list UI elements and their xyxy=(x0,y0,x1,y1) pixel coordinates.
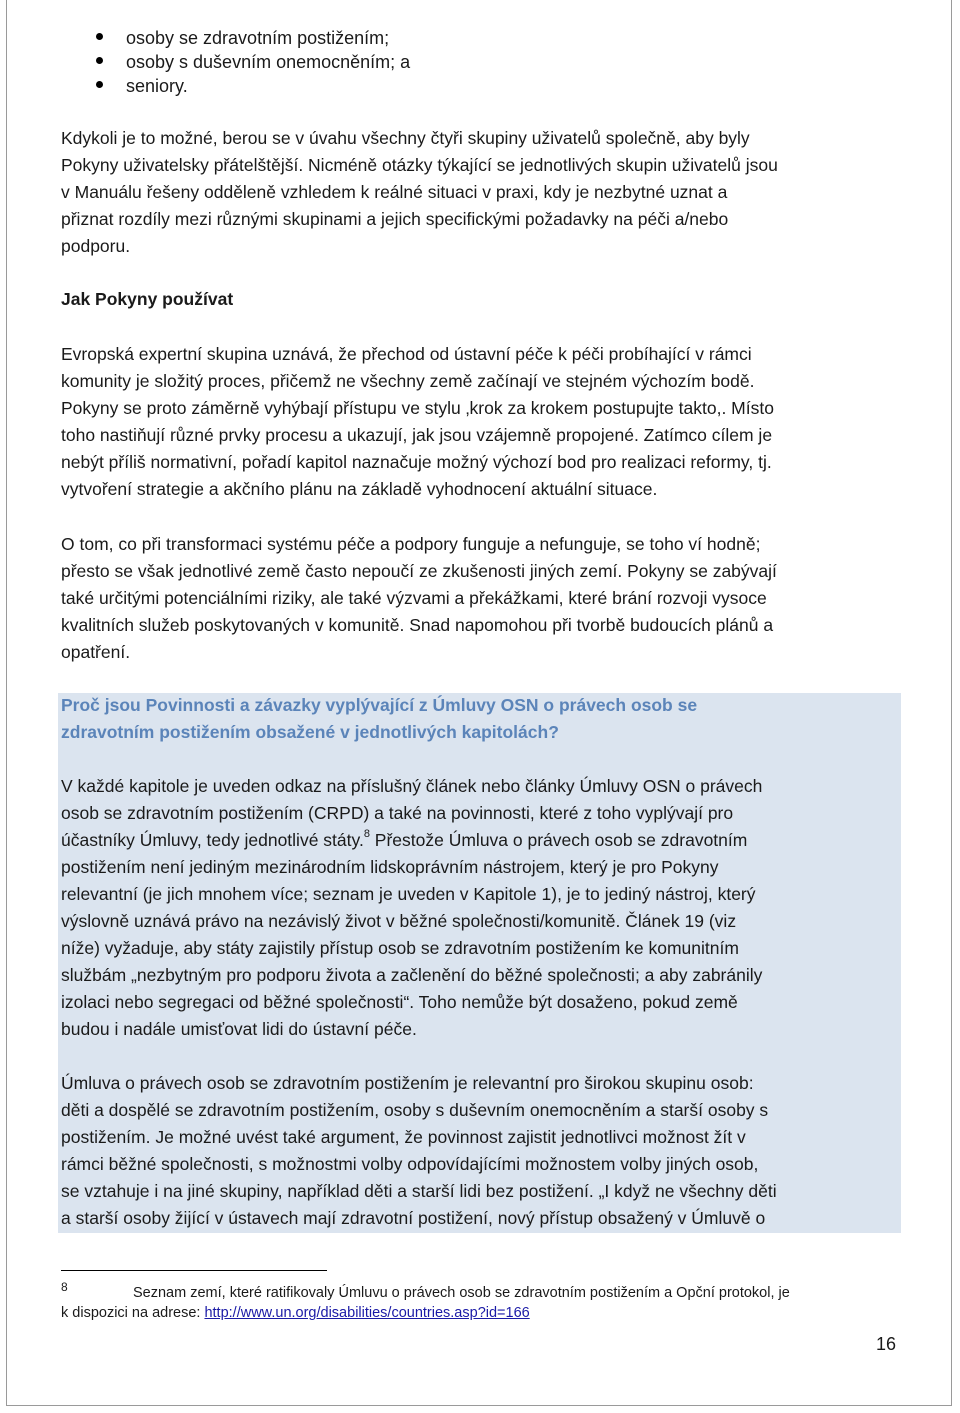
footnote-divider xyxy=(61,1270,327,1271)
box-paragraph-2: Úmluva o právech osob se zdravotním postižením je relevantní pro širokou skupinu osob: děti a dospělé se zdravotním postižením, osoby s duševním onemocněním a starší osoby s postižením. Je možné uvést také argument, že povinnost zajistit jednotlivci možnost žít v rámci běžné společnosti, s možnostmi volby odpovídajícími možnostem volby jiných osob, se vztahuje i na jiné skupiny, například děti a starší lidi bez postižení. „I když ne všechny děti a starší osoby žijící v ústavech mají zdravotní postižení, nový přístup obsažený v Úmluvě o xyxy=(61,1073,777,1228)
section-heading: Jak Pokyny používat xyxy=(61,289,234,309)
footnote-reference[interactable]: 8 xyxy=(363,828,370,841)
footnote: 8 Seznam zemí, které ratifikovaly Úmluvu o právech osob se zdravotním postižením a Opční protokol, je k dispozici na adrese: http://www.un.org/disabilities/countries.asp?id=166 xyxy=(61,1278,911,1323)
usage-paragraph: Evropská expertní skupina uznává, že přechod od ústavní péče k péči probíhající v rámci komunity je složitý proces, přičemž ne všechny země začínají ve stejném výchozím bodě. Pokyny se proto záměrně vyhýbají přístupu ve stylu ‚krok za krokem postupujte takto,. Místo toho nastiňují různé prvky procesu a ukazují, jak jsou vzájemně propojené. Zatímco cílem je nebýt příliš normativní, pořadí kapitol naznačuje možný výchozí bod pro realizaci reformy, tj. vytvoření strategie a akčního plánu na základě vyhodnocení aktuální situace. xyxy=(61,344,774,499)
bullet-icon xyxy=(96,33,103,40)
footnote-number: 8 xyxy=(61,1280,68,1294)
list-item: osoby s duševním onemocněním; a xyxy=(96,50,410,74)
bullet-icon xyxy=(96,57,103,64)
footnote-link[interactable]: http://www.un.org/disabilities/countries.asp?id=166 xyxy=(204,1305,530,1321)
list-item: osoby se zdravotním postižením; xyxy=(96,26,410,50)
transformation-paragraph: O tom, co při transformaci systému péče a podpory funguje a nefunguje, se toho ví hodně; přesto se však jednotlivé země často nepoučí ze zkušenosti jiných zemí. Pokyny se zabývají také určitými potenciálními riziky, ale také výzvami a překážkami, které brání rozvoji vysoce kvalitních služeb poskytovaných v komunitě. Snad napomohou při tvorbě budoucích plánů a opatření. xyxy=(61,534,777,662)
box-heading: Proč jsou Povinnosti a závazky vyplývající z Úmluvy OSN o právech osob se zdravotním postižením obsažené v jednotlivých kapitolách? xyxy=(61,695,698,742)
bullet-icon xyxy=(96,81,103,88)
bullet-list xyxy=(96,26,410,98)
page-number: 16 xyxy=(876,1334,897,1354)
list-item: seniory. xyxy=(96,74,410,98)
intro-paragraph: Kdykoli je to možné, berou se v úvahu všechny čtyři skupiny uživatelů společně, aby byly Pokyny uživatelsky přátelštější. Nicméně otázky týkající se jednotlivých skupin uživatelů jsou v Manuálu řešeny odděleně vzhledem k reálné situaci v praxi, kdy je nezbytné uznat a přiznat rozdíly mezi různými skupinami a jejich specifickými požadavky na péči a/nebo podporu. xyxy=(61,128,778,256)
box-paragraph-1: V každé kapitole je uveden odkaz na příslušný článek nebo články Úmluvy OSN o právech osob se zdravotním postižením (CRPD) a také na povinnosti, které z toho vyplývají pro účastníky Úmluvy, tedy jednotlivé státy.$^8$ Přestože Úmluva o právech osob se zdravotním postižením není jediným mezinárodním lidskoprávním nástrojem, který je pro Pokyny relevantní (je jich mnohem více; seznam je uveden v Kapitole 1), je to jediný nástroj, který výslovně uznává právo na nezávislý život v běžné společnosti/komunitě. Článek 19 (viz níže) vyžaduje, aby státy zajistily přístup osob se zdravotním postižením ke komunitním službám „nezbytným pro podporu života a začlenění do běžné společnosti; a aby zabránily izolaci nebo segregaci od běžné společnosti“. Toho nemůže být dosaženo, pokud země budou i nadále umisťovat lidi do ústavní péče. xyxy=(61,776,763,1039)
